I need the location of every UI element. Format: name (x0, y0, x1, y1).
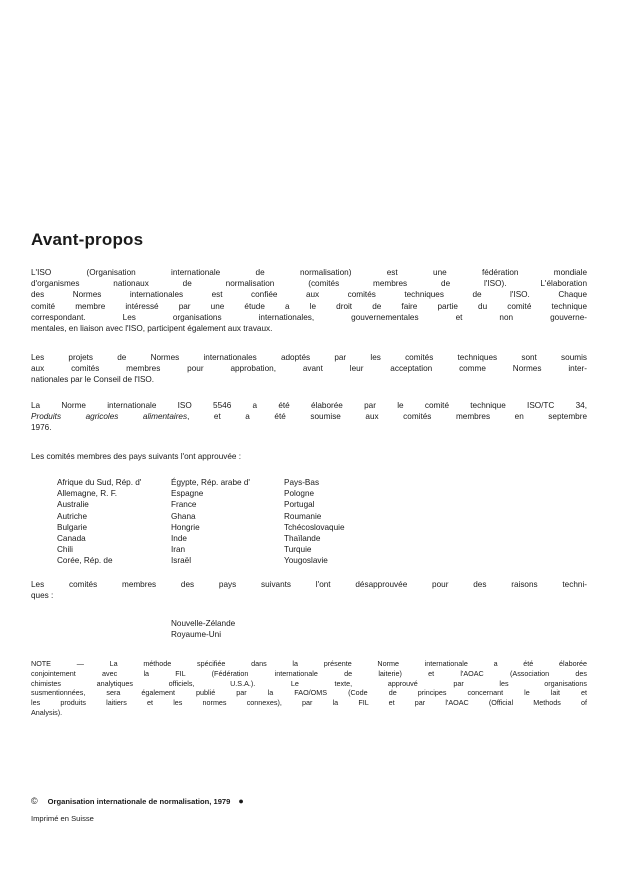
note-line: susmentionnées, sera également publié par la FAO/OMS (Code de principes concernant le lait et (31, 688, 587, 698)
foreword-paragraph-1 (31, 267, 587, 334)
country-item: Corée, Rép. de (57, 556, 113, 566)
country-item: Tchécoslovaquie (284, 522, 345, 532)
copyright-line (31, 796, 244, 806)
country-column-1 (57, 477, 141, 567)
country-item: Turquie (284, 545, 312, 555)
country-item: Australie (57, 500, 89, 510)
note-paragraph (31, 659, 587, 718)
paragraph-text: , et a été soumise aux comités membres en septembre (187, 412, 587, 422)
country-column-3 (284, 477, 345, 567)
page-title: Avant-propos (31, 230, 144, 249)
paragraph-line: Les comités membres des pays suivants l'ont désapprouvée pour des raisons techni- (31, 580, 587, 589)
paragraph-line: correspondant. Les organisations internationales, gouvernementales et non gouverne- (31, 312, 587, 322)
country-item: Pologne (284, 489, 315, 499)
disapproved-intro (31, 579, 587, 601)
paragraph-line: ques : (31, 591, 54, 601)
country-column-2 (171, 477, 250, 567)
country-item: Nouvelle-Zélande (171, 619, 236, 628)
country-item: Espagne (171, 489, 204, 499)
country-item: Israël (171, 556, 192, 566)
approved-intro (31, 451, 587, 462)
country-item: Yougoslavie (284, 556, 328, 566)
country-item: Égypte, Rép. arabe d' (171, 478, 250, 487)
paragraph-line: aux comités membres pour approbation, avant leur acceptation comme Normes inter- (31, 364, 587, 374)
country-item: Royaume-Uni (171, 630, 222, 640)
paragraph-line: Les projets de Normes internationales adoptés par les comités techniques sont soumis (31, 353, 587, 362)
foreword-paragraph-2 (31, 352, 587, 386)
paragraph-line: mentales, en liaison avec l'ISO, participent également aux travaux. (31, 324, 273, 334)
foreword-paragraph-3 (31, 400, 587, 434)
paragraph-line: comité membre intéressé par une étude a le droit de faire partie du comité technique (31, 301, 587, 311)
country-item: Allemagne, R. F. (57, 489, 118, 499)
paragraph-line: des Normes internationales est confiée aux comités techniques de l'ISO. Chaque (31, 290, 587, 300)
copyright-symbol: © (31, 796, 38, 806)
note-line: les produits laitiers et les normes connexes), par la FIL et par l'AOAC (Official Methods of (31, 698, 587, 708)
copyright-text: Organisation internationale de normalisation, 1979 (47, 797, 231, 806)
committee-title: Produits agricoles alimentaires (31, 412, 188, 422)
note-line: NOTE — La méthode spécifiée dans la présente Norme internationale a été élaborée (31, 659, 587, 668)
note-line: Analysis). (31, 707, 63, 717)
printed-in-note: Imprimé en Suisse (31, 814, 94, 823)
country-item: Inde (171, 534, 187, 544)
note-line: conjointement avec la FIL (Fédération internationale de laiterie) et l'AOAC (Association des (31, 668, 587, 678)
country-item: Pays-Bas (284, 478, 320, 487)
paragraph-line: d'organismes nationaux de normalisation (comités membres de l'ISO). L'élaboration (31, 279, 587, 289)
country-item: France (171, 500, 197, 510)
country-item: Canada (57, 534, 86, 544)
bullet-icon: ● (238, 796, 244, 806)
country-item: Afrique du Sud, Rép. d' (57, 478, 142, 487)
country-item: Portugal (284, 500, 315, 510)
country-item: Chili (57, 545, 73, 555)
paragraph-line: La Norme internationale ISO 5546 a été élaborée par le comité technique ISO/TC 34, (31, 401, 587, 410)
country-item: Roumanie (284, 511, 322, 521)
country-item: Thaïlande (284, 534, 321, 544)
disapproved-countries-list (171, 618, 235, 640)
paragraph-line (31, 411, 587, 422)
paragraph-line: nationales par le Conseil de l'ISO. (31, 375, 155, 385)
country-item: Iran (171, 545, 186, 555)
country-item: Ghana (171, 511, 196, 521)
paragraph-line: L'ISO (Organisation internationale de normalisation) est une fédération mondiale (31, 268, 587, 277)
country-item: Autriche (57, 511, 88, 521)
note-line: chimistes analytiques officiels, U.S.A.). Le texte, approuvé par les organisations (31, 678, 587, 688)
country-item: Bulgarie (57, 522, 88, 532)
country-item: Hongrie (171, 522, 200, 532)
paragraph-line: 1976. (31, 423, 52, 433)
paragraph-line: Les comités membres des pays suivants l'ont approuvée : (31, 452, 241, 461)
